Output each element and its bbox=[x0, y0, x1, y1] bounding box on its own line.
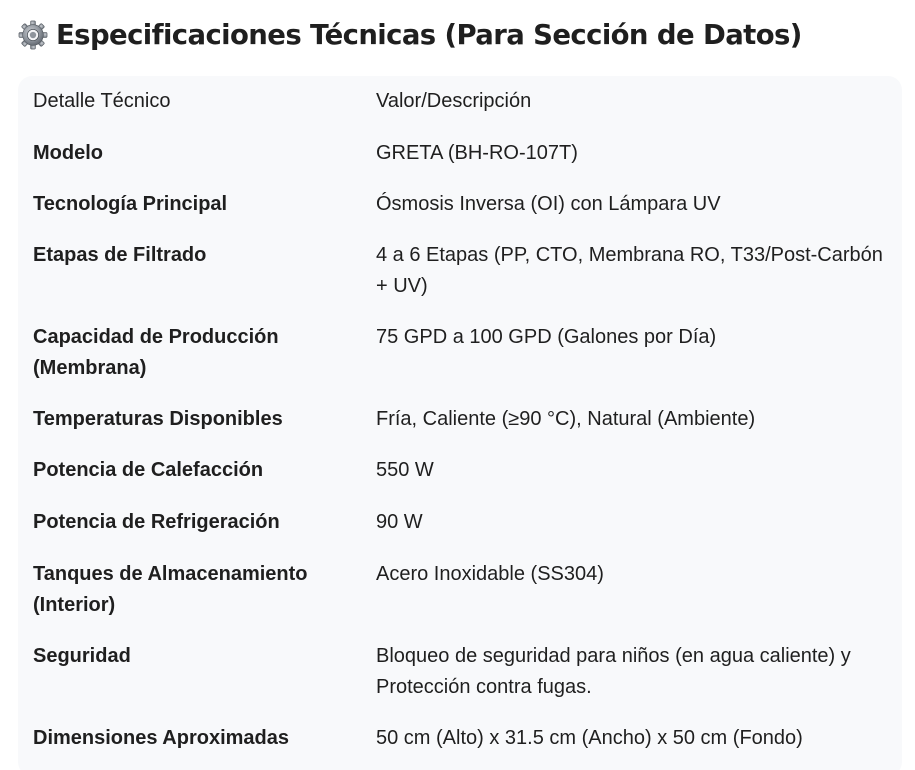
specs-table bbox=[33, 86, 898, 754]
row-label: Temperaturas Disponibles bbox=[33, 408, 283, 430]
row-label: Tanques de Almacenamiento (Interior) bbox=[33, 563, 308, 616]
gear-icon bbox=[18, 20, 48, 50]
row-value: Acero Inoxidable (SS304) bbox=[376, 563, 604, 585]
row-value: 50 cm (Alto) x 31.5 cm (Ancho) x 50 cm (Fondo) bbox=[376, 727, 803, 749]
table-row bbox=[33, 559, 898, 641]
section-title: Especificaciones Técnicas (Para Sección de Datos) bbox=[56, 19, 802, 51]
specs-card bbox=[18, 76, 902, 770]
table-row bbox=[33, 455, 898, 507]
table-row bbox=[33, 507, 898, 559]
row-label: Capacidad de Producción (Membrana) bbox=[33, 326, 279, 379]
table-row bbox=[33, 138, 898, 189]
row-label: Seguridad bbox=[33, 645, 131, 667]
row-value: 90 W bbox=[376, 511, 423, 533]
table-row bbox=[33, 322, 898, 404]
row-label: Potencia de Calefacción bbox=[33, 459, 264, 481]
table-row bbox=[33, 723, 898, 754]
row-label: Potencia de Refrigeración bbox=[33, 511, 280, 533]
row-label: Dimensiones Aproximadas bbox=[33, 727, 290, 749]
table-row bbox=[33, 404, 898, 455]
row-label: Tecnología Principal bbox=[33, 193, 228, 215]
row-value: 4 a 6 Etapas (PP, CTO, Membrana RO, T33/Post-Carbón + UV) bbox=[376, 244, 883, 297]
row-label: Modelo bbox=[33, 142, 103, 164]
row-value: 550 W bbox=[376, 459, 434, 481]
table-row bbox=[33, 240, 898, 322]
row-label: Etapas de Filtrado bbox=[33, 244, 207, 266]
row-value: Fría, Caliente (≥90 °C), Natural (Ambiente) bbox=[376, 408, 756, 430]
row-value: GRETA (BH-RO-107T) bbox=[376, 142, 578, 164]
column-header-value: Valor/Descripción bbox=[376, 90, 532, 112]
table-row bbox=[33, 641, 898, 723]
table-row bbox=[33, 189, 898, 240]
table-header-row bbox=[33, 86, 898, 138]
row-value: 75 GPD a 100 GPD (Galones por Día) bbox=[376, 326, 717, 348]
row-value: Ósmosis Inversa (OI) con Lámpara UV bbox=[376, 193, 721, 215]
column-header-detail: Detalle Técnico bbox=[33, 90, 171, 112]
section-heading bbox=[18, 14, 802, 56]
row-value: Bloqueo de seguridad para niños (en agua caliente) y Protección contra fugas. bbox=[376, 645, 851, 698]
